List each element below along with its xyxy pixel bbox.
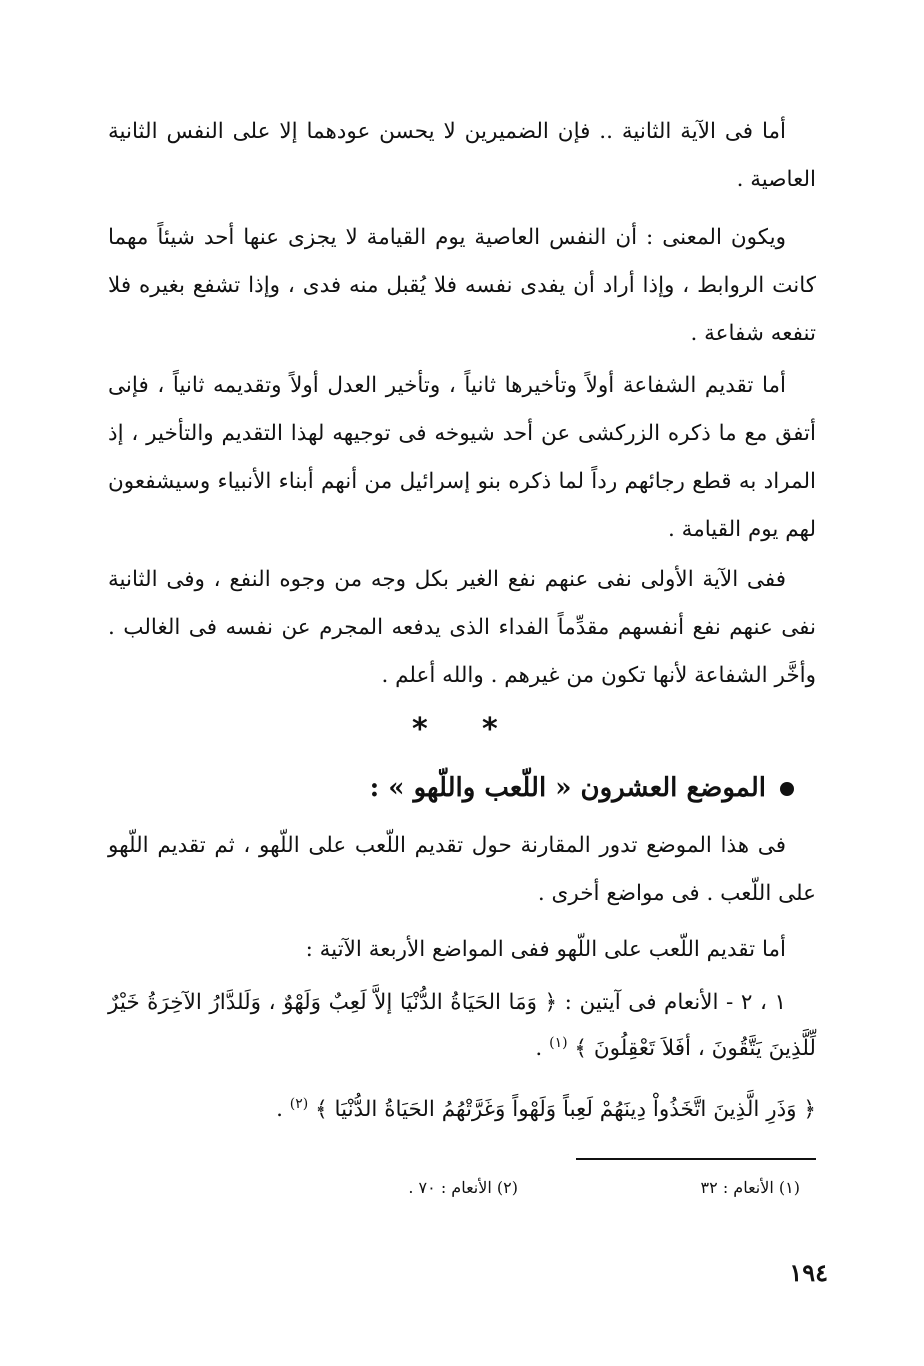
separator-star: * bbox=[412, 712, 428, 747]
page-number: ١٩٤ bbox=[789, 1258, 828, 1287]
footnote-2: (٢) الأنعام : ٧٠ . bbox=[408, 1178, 518, 1197]
paragraph-4: ففى الآية الأولى نفى عنهم نفع الغير بكل وجه من وجوه النفع ، وفى الثانية نفى عنهم نفع أنفسهم مقدِّماً الفداء الذى يدفعه المجرم عن نفسه فى الغالب . وأخَّر الشفاعة لأنها تكون من غيرهم . والله أعلم . bbox=[108, 567, 816, 688]
section-lead-paragraph: أما تقديم اللّعب على اللّهو ففى المواضع الأربعة الآتية : bbox=[305, 937, 786, 962]
verse-2-text: ﴿ وَذَرِ الَّذِينَ اتَّخَذُواْ دِينَهُمْ لَعِباً وَلَهْواً وَغَرَّتْهُمُ الحَيَاةُ الدُّنْيَا ﴾ bbox=[315, 1097, 816, 1122]
paragraph-2: ويكون المعنى : أن النفس العاصية يوم القيامة لا يجزى عنها أحد شيئاً مهما كانت الروابط ، وإذا أراد أن يفدى نفسه فلا يُقبل منه فدى ، وإذا تشفع بغيره فلا تنفعه شفاعة . bbox=[108, 225, 816, 346]
section-intro-paragraph: فى هذا الموضع تدور المقارنة حول تقديم اللّعب على اللّهو ، ثم تقديم اللّهو على اللّعب . فى مواضع أخرى . bbox=[108, 833, 816, 906]
section-heading bbox=[108, 760, 794, 816]
verse-1 bbox=[108, 980, 816, 1072]
verse-2-end: . bbox=[276, 1097, 283, 1122]
verse-1-end: . bbox=[535, 1036, 543, 1061]
section-separator bbox=[400, 712, 520, 748]
paragraph-3: أما تقديم الشفاعة أولاً وتأخيرها ثانياً ، وتأخير العدل أولاً وتقديمه ثانياً ، فإنى أتفق مع ما ذكره الزركشى عن أحد شيوخه فى توجيهه لهذا التقديم والتأخير ، إذ المراد به قطع رجائهم رداً لما ذكره بنو إسرائيل من أنهم أبناء الأنبياء وسيشفعون لهم يوم القيامة . bbox=[108, 373, 816, 542]
footnote-divider bbox=[576, 1158, 816, 1160]
verse-2 bbox=[108, 1086, 816, 1134]
footnote-ref-2: (٢) bbox=[289, 1095, 309, 1112]
footnote-ref-1: (١) bbox=[549, 1034, 568, 1051]
paragraph-1: أما فى الآية الثانية .. فإن الضميرين لا يحسن عودهما إلا على النفس الثانية العاصية . bbox=[108, 119, 816, 192]
footnote-1: (١) الأنعام : ٣٢ bbox=[700, 1178, 800, 1197]
bullet-icon bbox=[780, 782, 794, 796]
section-heading-text: الموضع العشرون « اللّعب واللّهو » : bbox=[369, 773, 766, 803]
verse-1-text: ١ ، ٢ - الأنعام فى آيتين : ﴿ وَمَا الحَيَاةُ الدُّنْيَا إلاَّ لَعِبٌ وَلَهْوٌ ، وَلَلدَّارُ الآخِرَةُ خَيْرٌ لِّلَّذِينَ يَتَّقُونَ ، أفَلاَ تَعْقِلُونَ ﴾ bbox=[108, 990, 816, 1061]
footnotes bbox=[108, 1178, 808, 1218]
separator-star: * bbox=[482, 712, 498, 747]
